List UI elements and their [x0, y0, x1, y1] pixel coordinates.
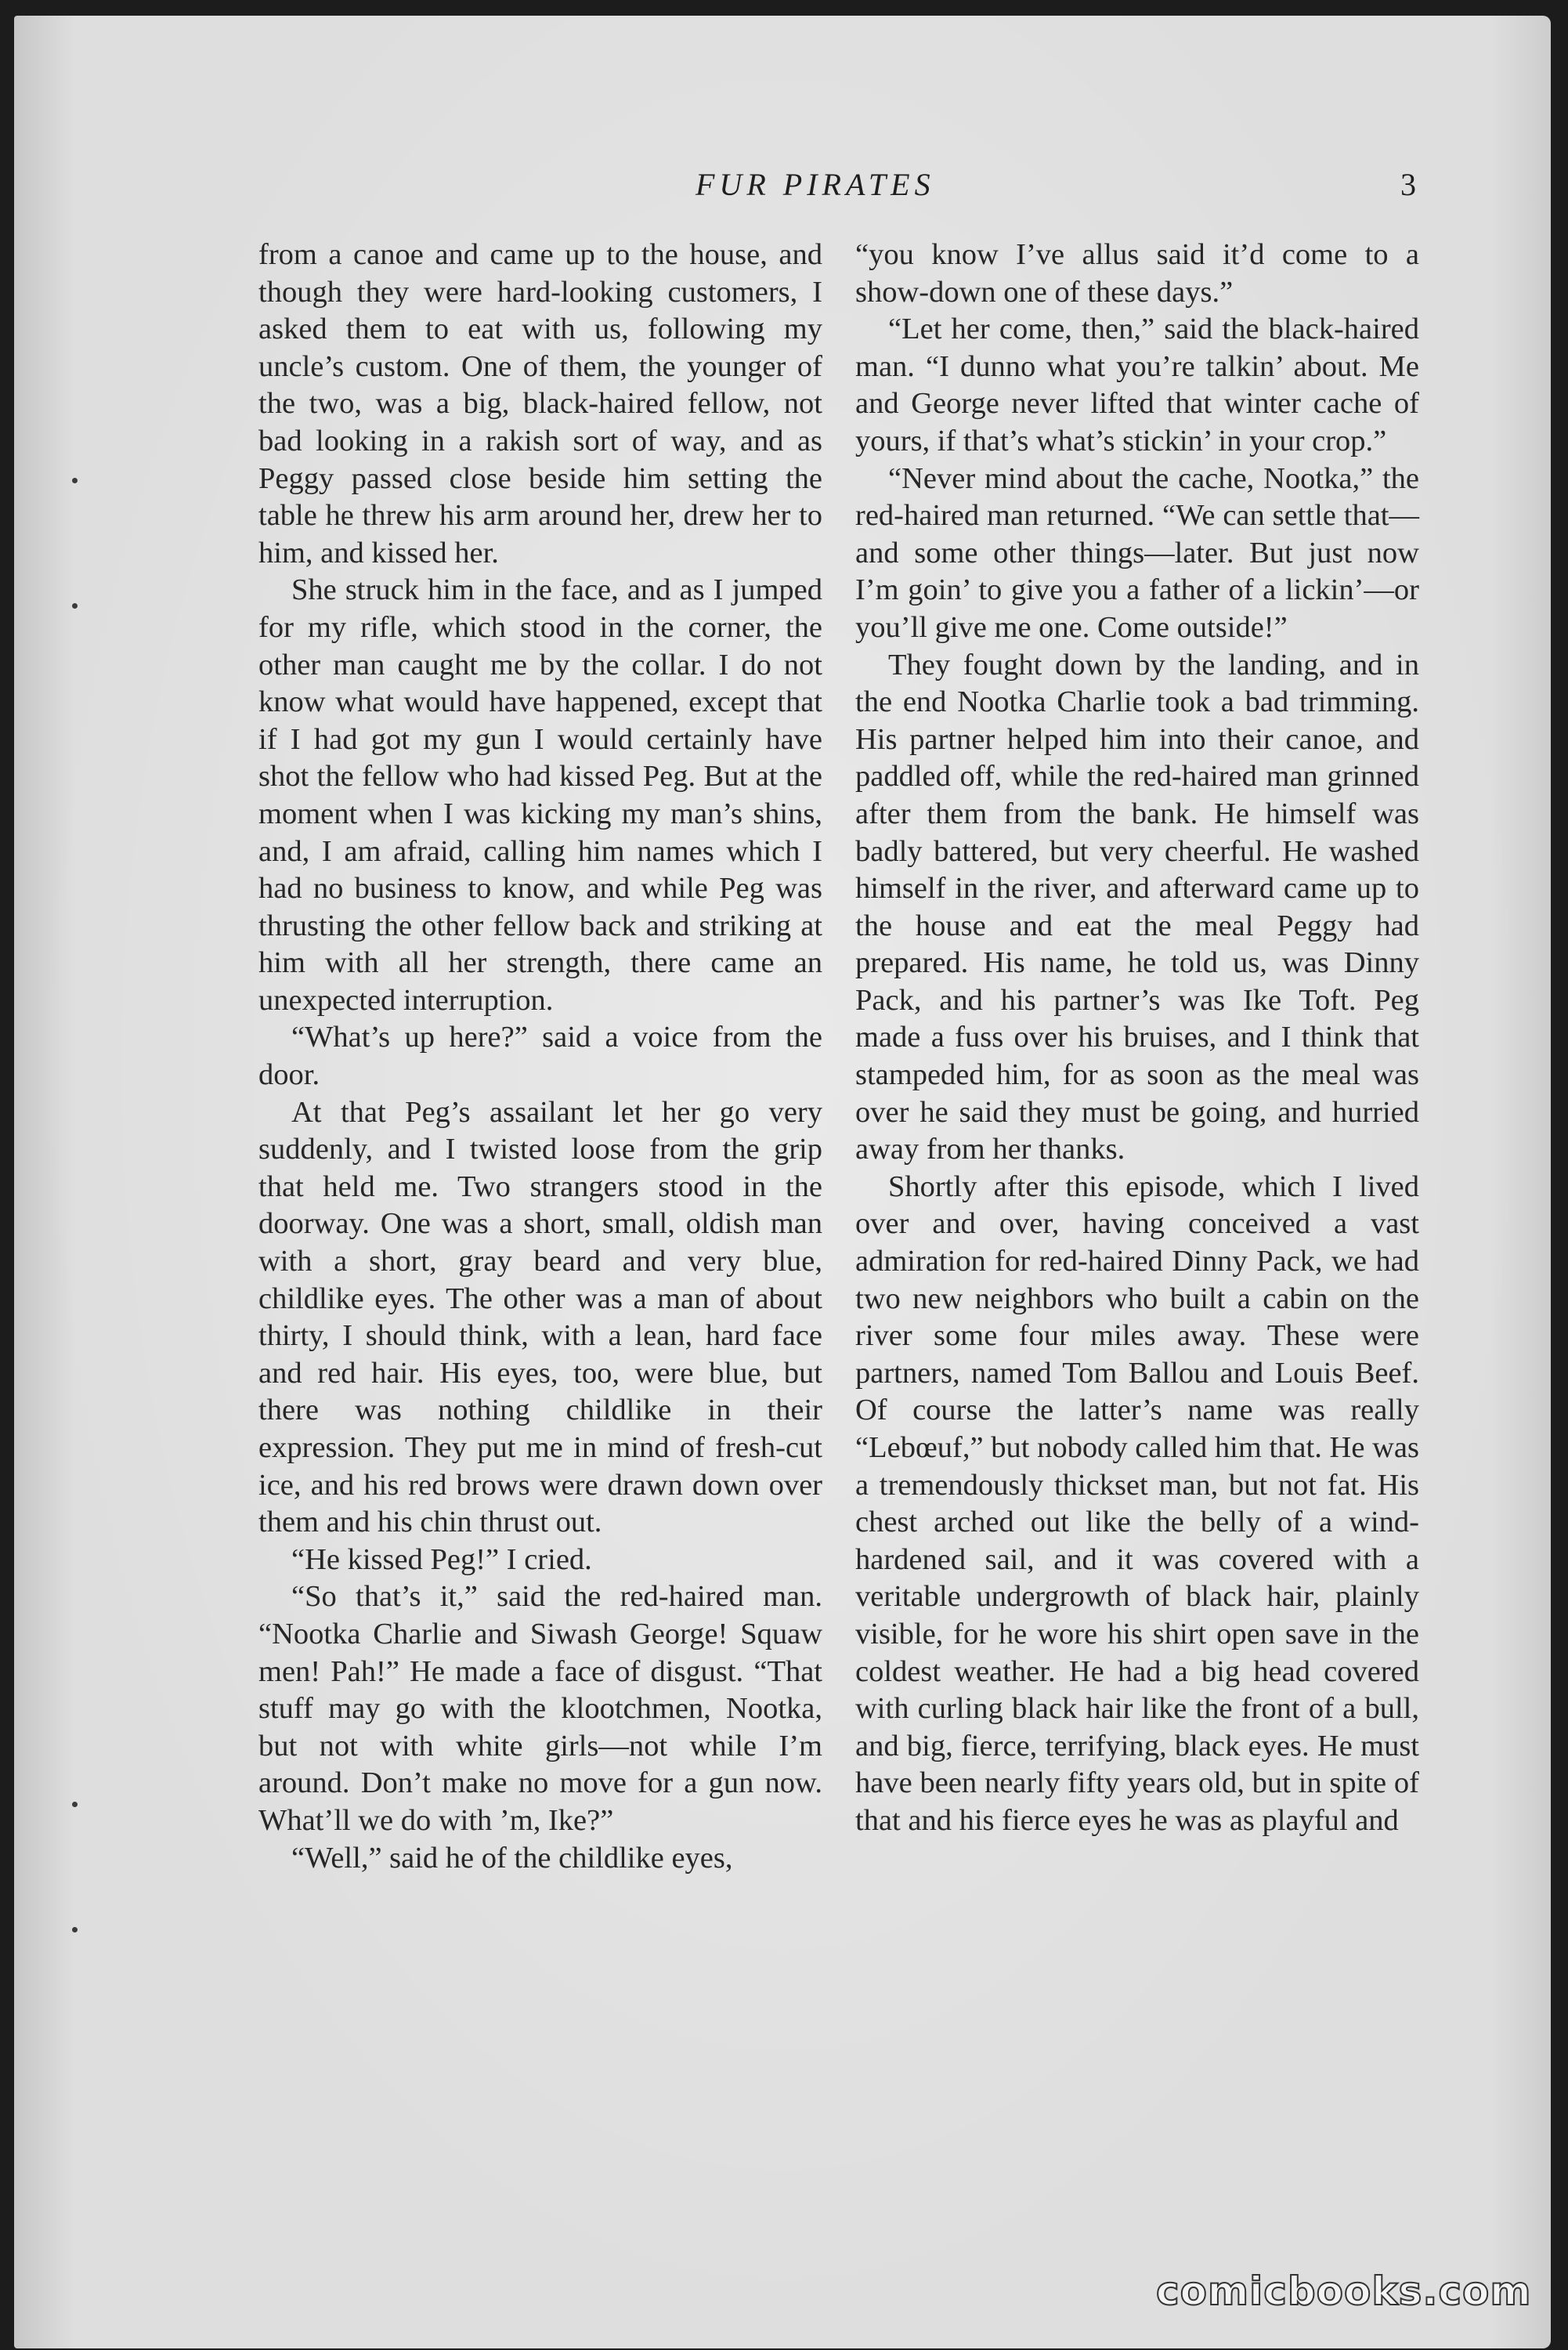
binding-hole	[72, 1927, 78, 1932]
binding-hole	[72, 603, 78, 609]
paragraph: “So that’s it,” said the red-haired man. “Nootka Charlie and Siwash George! Squaw men! Pah!” He made a face of disgust. “That stuff may go with the klootchmen, Nootka, but not with white girls—not while I’m around. Don’t make no move for a gun now. What’ll we do with ’m, Ike?”	[258, 1580, 822, 1837]
binding-hole	[72, 478, 78, 483]
paragraph: They fought down by the landing, and in the end Nootka Charlie took a bad trimming. His partner helped him into their canoe, and paddled off, while the red-haired man grinned after them from the bank. He himself was badly battered, but very cheerful. He washed himself in the river, and afterward came up to the house and eat the meal Peggy had prepared. His name, he told us, was Dinny Pack, and his partner’s was Ike Toft. Peg made a fuss over his bruises, and I think that stampeded him, for as soon as the meal was over he said they must be going, and hurried away from her thanks.	[855, 648, 1419, 1166]
right-column	[855, 237, 1419, 1840]
paragraph: “Well,” said he of the childlike eyes,	[291, 1841, 733, 1875]
paragraph: from a canoe and came up to the house, and though they were hard-looking customers, I asked them to eat with us, following my uncle’s custom. One of them, the younger of the two, was a big, black-haired fellow, not bad looking in a rakish sort of way, and as Peggy passed close beside him setting the table he threw his arm around her, drew her to him, and kissed her.	[258, 238, 822, 569]
paragraph: “you know I’ve allus said it’d come to a show-down one of these days.”	[855, 238, 1419, 309]
page-number: 3	[1400, 167, 1416, 202]
binding-hole	[72, 1802, 78, 1807]
paragraph: She struck him in the face, and as I jumped for my rifle, which stood in the corner, the other man caught me by the collar. I do not know what would have happened, except that if I had got my gun I would certainly have shot the fellow who had kissed Peg. But at the moment when I was kicking my man’s shins, and, I am afraid, calling him names which I had no business to know, and while Peg was thrusting the other fellow back and striking at him with all her strength, there came an unexpected interruption.	[258, 573, 822, 1017]
running-title: FUR PIRATES	[695, 167, 935, 202]
paragraph: Shortly after this episode, which I lived over and over, having conceived a vast admiration for red-haired Dinny Pack, we had two new neighbors who built a cabin on the river some four miles away. These were partners, named Tom Ballou and Louis Beef. Of course the latter’s name was really “Lebœuf,” but nobody called him that. He was a tremendously thickset man, but not fat. His chest arched out like the belly of a wind-hardened sail, and it was covered with a veritable undergrowth of black hair, plainly visible, for he wore his shirt open save in the coldest weather. He had a big head covered with curling black hair like the front of a bull, and big, fierce, terrifying, black eyes. He must have been nearly fifty years old, but in spite of that and his fierce eyes he was as playful and	[855, 1170, 1419, 1837]
paragraph: “What’s up here?” said a voice from the door.	[258, 1021, 822, 1092]
left-column	[258, 237, 822, 1877]
paragraph: “Never mind about the cache, Nootka,” the red-haired man returned. “We can settle that—and some other things—later. But just now I’m goin’ to give you a father of a lickin’—or you’ll give me one. Come outside!”	[855, 461, 1419, 644]
running-header	[0, 166, 1568, 213]
watermark: comicbooks.com	[1156, 2269, 1532, 2314]
paragraph: At that Peg’s assailant let her go very suddenly, and I twisted loose from the grip that held me. Two strangers stood in the doorway. One was a short, small, oldish man with a short, gray beard and very blue, childlike eyes. The other was a man of about thirty, I should think, with a lean, hard face and red hair. His eyes, too, were blue, but there was nothing childlike in their expression. They put me in mind of fresh-cut ice, and his red brows were drawn down over them and his chin thrust out.	[258, 1095, 822, 1539]
paragraph: “He kissed Peg!” I cried.	[291, 1542, 592, 1576]
paragraph: “Let her come, then,” said the black-haired man. “I dunno what you’re talkin’ about. Me and George never lifted that winter cache of yours, if that’s what’s stickin’ in your crop.”	[855, 313, 1419, 457]
